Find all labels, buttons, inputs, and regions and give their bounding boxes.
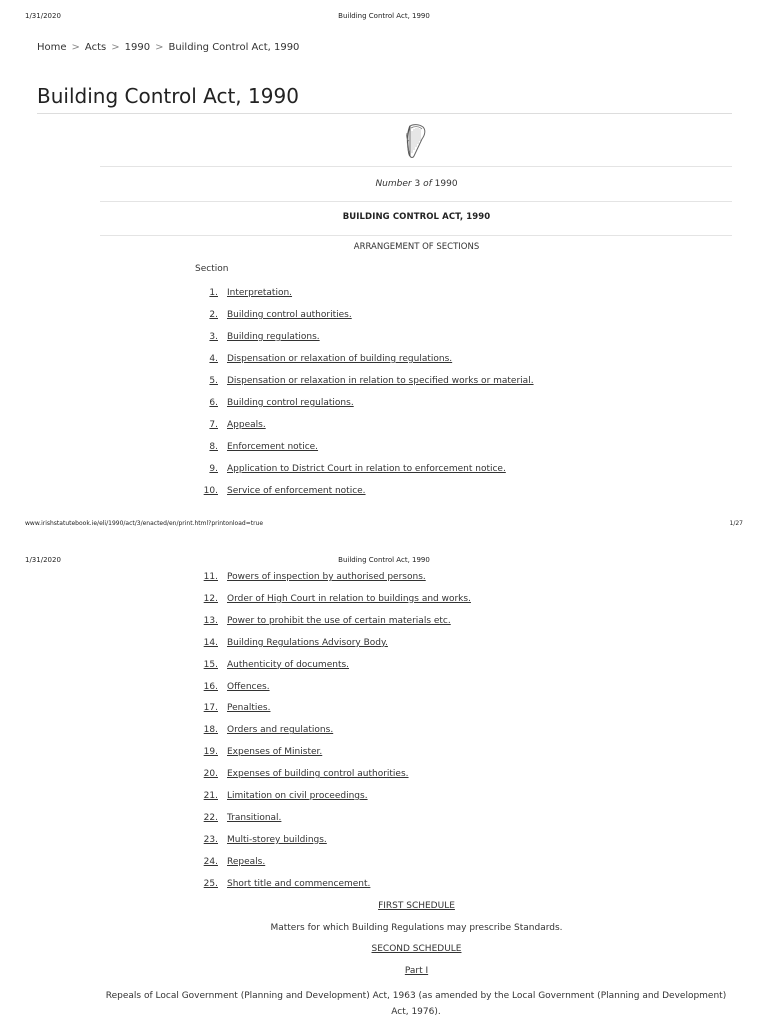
- toc-item[interactable]: [195, 813, 715, 827]
- toc-item-number[interactable]: 6.: [209, 398, 218, 408]
- breadcrumb-home[interactable]: Home: [37, 42, 67, 53]
- toc-item-number[interactable]: 15.: [203, 659, 218, 670]
- toc-item[interactable]: [195, 791, 715, 805]
- breadcrumb-current: Building Control Act, 1990: [168, 42, 300, 53]
- toc-item[interactable]: [195, 638, 715, 652]
- divider: [100, 201, 732, 202]
- toc-item-number[interactable]: 9.: [209, 464, 218, 474]
- print-date: 1/31/2020: [25, 556, 61, 564]
- toc-item-link[interactable]: Building regulations.: [227, 332, 320, 342]
- breadcrumb-separator: >: [111, 42, 120, 53]
- toc-item-number[interactable]: 25.: [203, 878, 218, 889]
- print-title: Building Control Act, 1990: [338, 12, 430, 20]
- toc-item[interactable]: [195, 747, 715, 761]
- toc-item[interactable]: [195, 835, 715, 849]
- toc-item-link[interactable]: Powers of inspection by authorised persons.: [227, 572, 426, 582]
- toc-item-number[interactable]: 8.: [209, 442, 218, 452]
- toc-item[interactable]: [195, 288, 715, 302]
- first-schedule-description: Matters for which Building Regulations may prescribe Standards.: [270, 923, 563, 933]
- repeals-description: Repeals of Local Government (Planning and Development) Act, 1963 (as amended by the Local Government (Planning and Development) Act, 1976).: [105, 991, 727, 1017]
- toc-item-number[interactable]: 10.: [203, 486, 218, 496]
- print-date: 1/31/2020: [25, 12, 61, 20]
- toc-item-link[interactable]: Short title and commencement.: [227, 878, 371, 889]
- breadcrumb-separator: >: [155, 42, 164, 53]
- toc-item-number[interactable]: 23.: [203, 834, 218, 845]
- toc-item-number[interactable]: 18.: [203, 725, 218, 736]
- divider: [100, 235, 732, 236]
- toc-item-number[interactable]: 17.: [203, 703, 218, 714]
- toc-item[interactable]: [195, 572, 715, 586]
- toc-item-link[interactable]: Limitation on civil proceedings.: [227, 791, 368, 801]
- breadcrumb-acts[interactable]: Acts: [84, 42, 107, 53]
- toc-item-number[interactable]: 16.: [203, 681, 218, 692]
- toc-item-link[interactable]: Building Regulations Advisory Body.: [227, 637, 388, 648]
- toc-item-link[interactable]: Repeals.: [227, 856, 266, 867]
- title-divider: [37, 113, 732, 114]
- toc-item-link[interactable]: Power to prohibit the use of certain materials etc.: [227, 615, 451, 626]
- print-url: www.irishstatutebook.ie/eli/1990/act/3/enacted/en/print.html?printonload=true: [25, 520, 264, 527]
- print-page-number: 1/27: [729, 520, 743, 527]
- breadcrumb-year[interactable]: 1990: [124, 42, 151, 53]
- toc-item[interactable]: [195, 398, 715, 412]
- toc-item-link[interactable]: Expenses of building control authorities.: [227, 769, 409, 780]
- toc-item[interactable]: [195, 616, 715, 630]
- toc-item-link[interactable]: Building control regulations.: [227, 398, 354, 408]
- toc-item[interactable]: [195, 769, 715, 783]
- toc-item-number[interactable]: 24.: [203, 856, 218, 867]
- toc-item[interactable]: [195, 703, 715, 717]
- divider: [100, 166, 732, 167]
- toc-item-number[interactable]: 21.: [203, 791, 218, 801]
- toc-item[interactable]: [195, 879, 715, 893]
- section-label: Section: [195, 264, 229, 274]
- toc-item-link[interactable]: Offences.: [227, 681, 270, 692]
- toc-item-number[interactable]: 2.: [209, 310, 218, 320]
- toc-item-link[interactable]: Transitional.: [227, 812, 282, 823]
- act-title: BUILDING CONTROL ACT, 1990: [342, 212, 491, 222]
- page-title: Building Control Act, 1990: [37, 84, 299, 108]
- toc-item-number[interactable]: 11.: [203, 572, 218, 582]
- toc-item-link[interactable]: Dispensation or relaxation in relation to specified works or material.: [227, 376, 534, 386]
- toc-item[interactable]: [195, 464, 715, 478]
- first-schedule-link[interactable]: FIRST SCHEDULE: [378, 901, 455, 911]
- toc-item-number[interactable]: 3.: [209, 332, 218, 342]
- toc-item-number[interactable]: 12.: [203, 593, 218, 604]
- toc-item-number[interactable]: 4.: [209, 354, 218, 364]
- toc-item-link[interactable]: Appeals.: [227, 420, 266, 430]
- toc-item-number[interactable]: 20.: [203, 769, 218, 780]
- toc-item[interactable]: [195, 442, 715, 456]
- act-number: Number 3 of 1990: [375, 179, 458, 189]
- toc-item-link[interactable]: Expenses of Minister.: [227, 747, 323, 758]
- toc-item[interactable]: [195, 354, 715, 368]
- toc-item-number[interactable]: 7.: [209, 420, 218, 430]
- toc-item[interactable]: [195, 725, 715, 739]
- toc-item-link[interactable]: Authenticity of documents.: [227, 659, 350, 670]
- toc-item-link[interactable]: Interpretation.: [227, 288, 293, 298]
- toc-item-link[interactable]: Penalties.: [227, 703, 271, 714]
- toc-item-number[interactable]: 5.: [209, 376, 218, 386]
- print-title: Building Control Act, 1990: [338, 556, 430, 564]
- toc-item[interactable]: [195, 486, 715, 500]
- toc-item-link[interactable]: Multi-storey buildings.: [227, 834, 327, 845]
- toc-item-number[interactable]: 14.: [203, 637, 218, 648]
- toc-item-link[interactable]: Service of enforcement notice.: [227, 486, 366, 496]
- part-one-link[interactable]: Part I: [404, 966, 429, 976]
- toc-item[interactable]: [195, 594, 715, 608]
- breadcrumb-separator: >: [71, 42, 80, 53]
- toc-item-link[interactable]: Dispensation or relaxation of building regulations.: [227, 354, 453, 364]
- arrangement-heading: ARRANGEMENT OF SECTIONS: [353, 242, 480, 252]
- toc-item-link[interactable]: Order of High Court in relation to buildings and works.: [227, 593, 471, 604]
- toc-item-number[interactable]: 1.: [209, 288, 218, 298]
- toc-item-number[interactable]: 19.: [203, 747, 218, 758]
- toc-item[interactable]: [195, 376, 715, 390]
- breadcrumb: [37, 42, 299, 53]
- toc-item-link[interactable]: Enforcement notice.: [227, 442, 319, 452]
- second-schedule-link[interactable]: SECOND SCHEDULE: [371, 944, 462, 954]
- toc-item[interactable]: [195, 420, 715, 434]
- toc-item[interactable]: [195, 310, 715, 324]
- toc-item[interactable]: [195, 660, 715, 674]
- toc-item[interactable]: [195, 857, 715, 871]
- toc-item-link[interactable]: Application to District Court in relation to enforcement notice.: [227, 464, 506, 474]
- toc-item-link[interactable]: Building control authorities.: [227, 310, 352, 320]
- toc-item-link[interactable]: Orders and regulations.: [227, 725, 334, 736]
- toc-item[interactable]: [195, 332, 715, 346]
- harp-emblem-icon: [404, 123, 428, 160]
- toc-item-number[interactable]: 13.: [203, 615, 218, 626]
- toc-item[interactable]: [195, 682, 715, 696]
- toc-item-number[interactable]: 22.: [203, 812, 218, 823]
